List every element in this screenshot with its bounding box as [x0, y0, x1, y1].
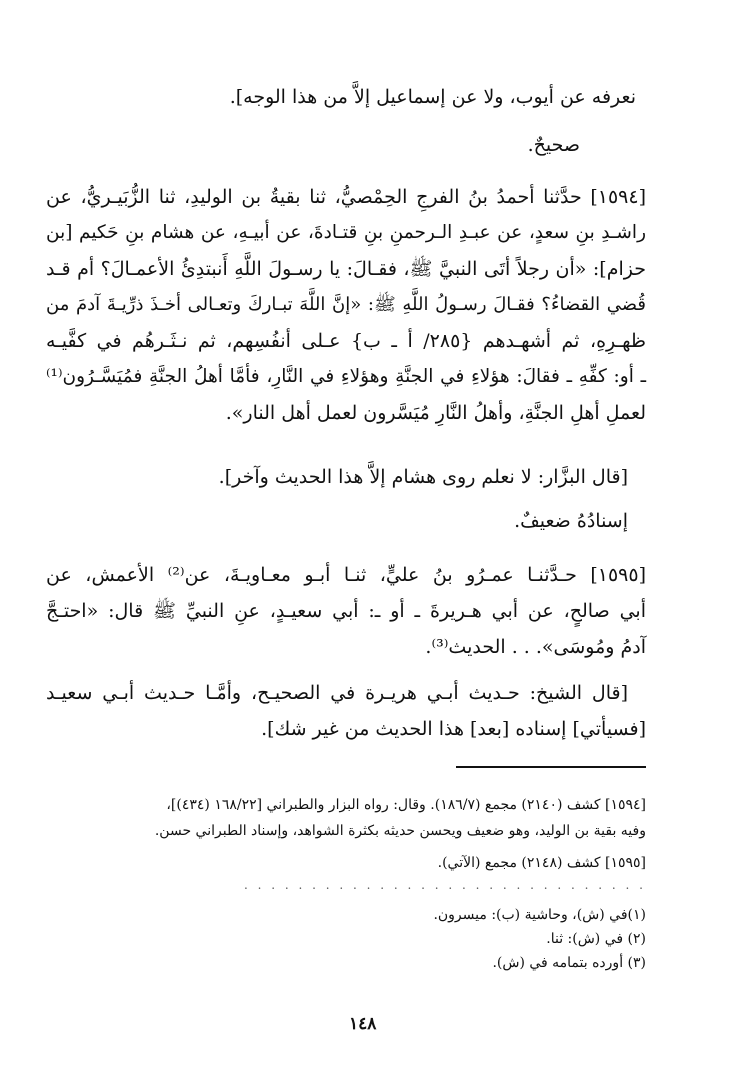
hadith-1594-line: قُضي القضاءُ؟ فقـالَ رسـولُ اللَّهِ ﷺ: «إنَّ اللَّهَ تبـاركَ وتعـالى أخـذَ ذرِّيـةَ آدمَ من: [46, 294, 646, 315]
dotted-separator: . . . . . . . . . . . . . . . . . . . . . . . . . . . . . .: [243, 878, 646, 892]
source-note: [١٥٩٤] كشف (٢١٤٠) مجمع (١٨٦/٧). وقال: رواه البزار والطبراني [١٦٨/٢٢ (٤٣٤)]،: [166, 797, 646, 813]
footnote: (١)في (ش)، وحاشية (ب): ميسرون.: [433, 907, 646, 923]
hadith-1594-line: ظهـرِهِ، ثم أشهـدهم {٢٨٥/ أ ـ ب} عـلى أنفُسِهم، ثم نـثَـرهُم في كفَّيـه: [46, 330, 646, 352]
verdict-line: إسنادُهُ ضعيفٌ.: [514, 510, 628, 532]
footnote: (٣) أورده بتمامه في (ش).: [492, 955, 646, 971]
shaykh-comment: [قال الشيخ: حـديث أبـي هريـرة في الصحيـح، وأمَّـا حـديث أبـي سعيـد: [46, 682, 628, 704]
source-note: [١٥٩٥] كشف (٢١٤٨) مجمع (الآتي).: [437, 855, 646, 871]
bazzar-comment: [قال البزَّار: لا نعلم روى هشام إلاَّ هذا الحديث وآخر].: [218, 466, 628, 488]
hadith-1595-line: آدمُ ومُوسَى». . . الحديث⁽³⁾.: [425, 636, 646, 658]
hadith-1594-line: [١٥٩٤] حدَّثنا أحمدُ بنُ الفرجِ الحِمْصيُّ، ثنا بقيةُ بن الوليدِ، ثنا الزُّبَيـريُّ، عن: [46, 186, 646, 208]
body-line: نعرفه عن أيوب، ولا عن إسماعيل إلاَّ من هذا الوجه].: [229, 86, 636, 108]
footnote: (٢) في (ش): ثنا.: [546, 931, 646, 947]
hadith-1595-line: [١٥٩٥] حـدَّثنـا عمـرُو بنُ عليٍّ، ثنـا أبـو معـاويـةَ، عن⁽²⁾ الأعمش، عن: [46, 564, 647, 586]
verdict-line: صحيحٌ.: [527, 134, 580, 156]
hadith-1594-line: ـ أو: كفِّهِ ـ فقالَ: هؤلاءِ في الجنَّةِ وهؤلاءِ في النَّارِ، فأمَّا أهلُ الجنَّةِ فمُيَسَّـرُون⁽¹⁾: [46, 366, 646, 387]
hadith-1594-line: حزام]: «أن رجلاً أتَى النبيَّ ﷺ، فقـالَ: يا رسـولَ اللَّهِ أَنبتدِئُ الأعمـالَ؟ أم قـد: [46, 258, 646, 280]
hadith-1594-line: راشـدِ بنِ سعدٍ، عن عبـدِ الـرحمنِ بنِ قتـادةَ، عن أبيـهِ، عن هشام بنِ حَكيم [بن: [46, 222, 646, 243]
source-note: وفيه بقية بن الوليد، وهو ضعيف ويحسن حديثه بكثرة الشواهد، وإسناد الطبراني حسن.: [154, 823, 646, 839]
page-number: ١٤٨: [349, 1014, 377, 1034]
hadith-1594-line: لعملِ أهلِ الجنَّةِ، وأهلُ النَّارِ مُيَسَّرون لعمل أهل النار».: [225, 402, 646, 424]
page: [46, 70, 646, 1060]
shaykh-comment: [فسيأتي] إسناده [بعد] هذا الحديث من غير شك].: [261, 718, 646, 740]
hadith-1595-line: أبي صالحٍ، عن أبي هـريرةَ ـ أو ـ: أبي سعيـدٍ، عنِ النبيِّ ﷺ قال: «احتـجَّ: [46, 600, 646, 622]
footnote-separator: [456, 766, 646, 768]
